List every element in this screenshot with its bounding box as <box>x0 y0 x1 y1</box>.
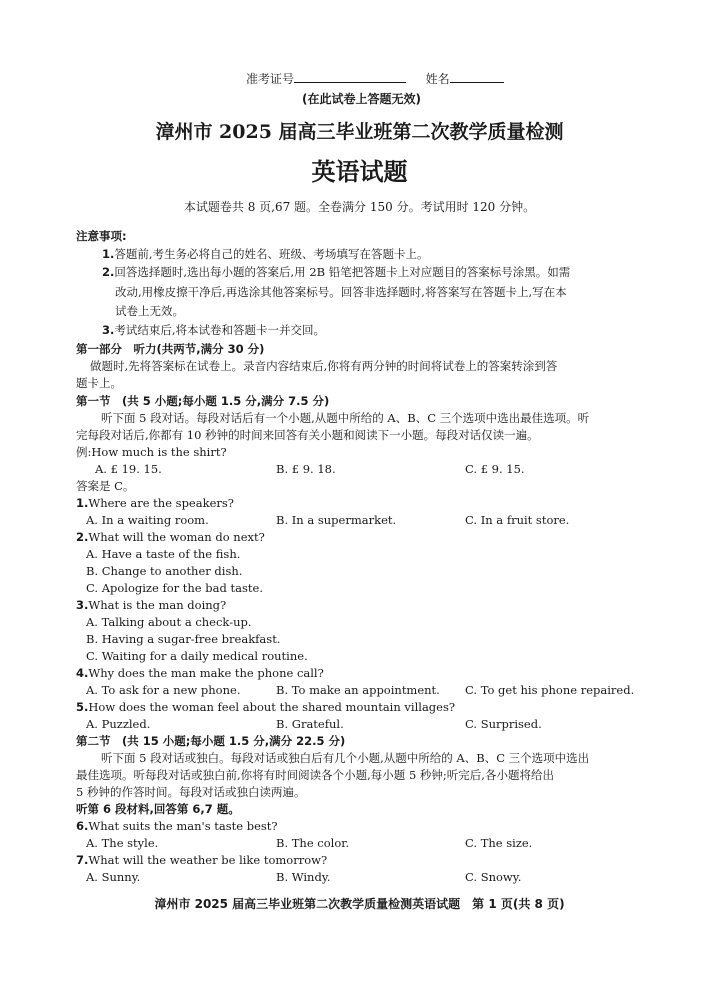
section2-heading: 第二节 (共 15 小题;每小题 1.5 分,满分 22.5 分) <box>76 734 346 748</box>
invalid-note: (在此试卷上答题无效) <box>302 92 421 106</box>
question-7 <box>76 852 327 868</box>
q5-option-c: C. Surprised. <box>465 717 542 731</box>
q1-option-a: A. In a waiting room. <box>86 513 209 527</box>
question-number: 3. <box>76 598 89 612</box>
example-answer: 答案是 C。 <box>76 479 135 493</box>
question-number: 4. <box>76 666 89 680</box>
note-item-2 <box>102 264 570 280</box>
exam-id-label: 准考证号 <box>246 72 295 86</box>
question-number: 2. <box>76 530 89 544</box>
question-text: How does the woman feel about the shared mountain villages? <box>88 700 456 714</box>
question-text: Why does the man make the phone call? <box>88 666 324 680</box>
question-1 <box>76 495 234 511</box>
note-number: 1. <box>102 247 115 261</box>
question-number: 1. <box>76 496 89 510</box>
q4-option-c: C. To get his phone repaired. <box>465 683 635 697</box>
note-item-2-line2: 改动,用橡皮擦干净后,再选涂其他答案标号。回答非选择题时,将答案写在答题卡上,写在本 <box>115 285 567 299</box>
q2-option-a: A. Have a taste of the fish. <box>86 547 241 561</box>
exam-header <box>246 70 504 87</box>
exam-info: 本试题卷共 8 页,67 题。全卷满分 150 分。考试用时 120 分钟。 <box>183 200 536 214</box>
part1-heading: 第一部分 听力(共两节,满分 30 分) <box>76 342 265 356</box>
note-item-3 <box>102 322 325 338</box>
note-item-2-line3: 试卷上无效。 <box>115 304 184 318</box>
notes-heading: 注意事项: <box>76 229 127 243</box>
question-text: What will the weather be like tomorrow? <box>88 853 328 867</box>
section1-intro-line2: 完每段对话后,你都有 10 秒钟的时间来回答有关小题和阅读下一小题。每段对话仅读一遍。 <box>76 428 539 442</box>
section1-heading: 第一节 (共 5 小题;每小题 1.5 分,满分 7.5 分) <box>76 394 330 408</box>
q3-option-a: A. Talking about a check-up. <box>86 615 252 629</box>
question-number: 6. <box>76 819 89 833</box>
example-option-c: C. £ 9. 15. <box>465 462 525 476</box>
section2-intro-line1: 听下面 5 段对话或独白。每段对话或独白后有几个小题,从题中所给的 A、B、C 三个选项中选出 <box>101 751 590 765</box>
q4-option-a: A. To ask for a new phone. <box>86 683 241 697</box>
q7-option-c: C. Snowy. <box>465 870 522 884</box>
q6-option-b: B. The color. <box>276 836 350 850</box>
q2-option-c: C. Apologize for the bad taste. <box>86 581 263 595</box>
question-text: What will the woman do next? <box>88 530 265 544</box>
example-option-a: A. £ 19. 15. <box>95 462 162 476</box>
page-footer: 漳州市 2025 届高三毕业班第二次教学质量检测英语试题 第 1 页(共 8 页) <box>154 897 565 911</box>
section1-intro-line1: 听下面 5 段对话。每段对话后有一个小题,从题中所给的 A、B、C 三个选项中选出最佳选项。听 <box>101 411 590 425</box>
question-4 <box>76 665 324 681</box>
q1-option-c: C. In a fruit store. <box>465 513 570 527</box>
note-number: 2. <box>102 265 115 279</box>
section2-intro-line2: 最佳选项。听每段对话或独白前,你将有时间阅读各个小题,每小题 5 秒钟;听完后,各小题将给出 <box>76 768 554 782</box>
question-2 <box>76 529 265 545</box>
exam-title: 漳州市 2025 届高三毕业班第二次教学质量检测 <box>155 121 564 143</box>
question-3 <box>76 597 226 613</box>
question-text: What is the man doing? <box>88 598 227 612</box>
note-number: 3. <box>102 323 115 337</box>
question-5 <box>76 699 455 715</box>
q3-option-b: B. Having a sugar-free breakfast. <box>86 632 281 646</box>
question-6 <box>76 818 278 834</box>
name-label: 姓名 <box>425 72 450 86</box>
q7-option-b: B. Windy. <box>276 870 331 884</box>
name-blank[interactable] <box>450 70 504 83</box>
question-text: What suits the man's taste best? <box>88 819 278 833</box>
q2-option-b: B. Change to another dish. <box>86 564 243 578</box>
note-text: 回答选择题时,选出每小题的答案后,用 2B 铅笔把答题卡上对应题目的答案标号涂黑。如需 <box>114 265 571 279</box>
q4-option-b: B. To make an appointment. <box>276 683 440 697</box>
example-option-b: B. £ 9. 18. <box>276 462 336 476</box>
question-text: Where are the speakers? <box>88 496 234 510</box>
material-6-heading: 听第 6 段材料,回答第 6,7 题。 <box>76 802 240 816</box>
q6-option-c: C. The size. <box>465 836 533 850</box>
question-number: 5. <box>76 700 89 714</box>
subject-title: 英语试题 <box>311 157 408 186</box>
note-text: 考试结束后,将本试卷和答题卡一并交回。 <box>114 323 326 337</box>
note-text: 答题前,考生务必将自己的姓名、班级、考场填写在答题卡上。 <box>114 247 429 261</box>
question-number: 7. <box>76 853 89 867</box>
note-item-1 <box>102 246 429 262</box>
q6-option-a: A. The style. <box>86 836 159 850</box>
q7-option-a: A. Sunny. <box>86 870 141 884</box>
q5-option-a: A. Puzzled. <box>86 717 151 731</box>
q3-option-c: C. Waiting for a daily medical routine. <box>86 649 308 663</box>
exam-id-blank[interactable] <box>294 70 406 83</box>
q1-option-b: B. In a supermarket. <box>276 513 397 527</box>
part1-intro-line1: 做题时,先将答案标在试卷上。录音内容结束后,你将有两分钟的时间将试卷上的答案转涂到答 <box>90 359 558 373</box>
section2-intro-line3: 5 秒钟的作答时间。每段对话或独白读两遍。 <box>76 785 306 799</box>
part1-intro-line2: 题卡上。 <box>76 376 122 390</box>
q5-option-b: B. Grateful. <box>276 717 344 731</box>
example-question: 例:How much is the shirt? <box>76 445 227 459</box>
